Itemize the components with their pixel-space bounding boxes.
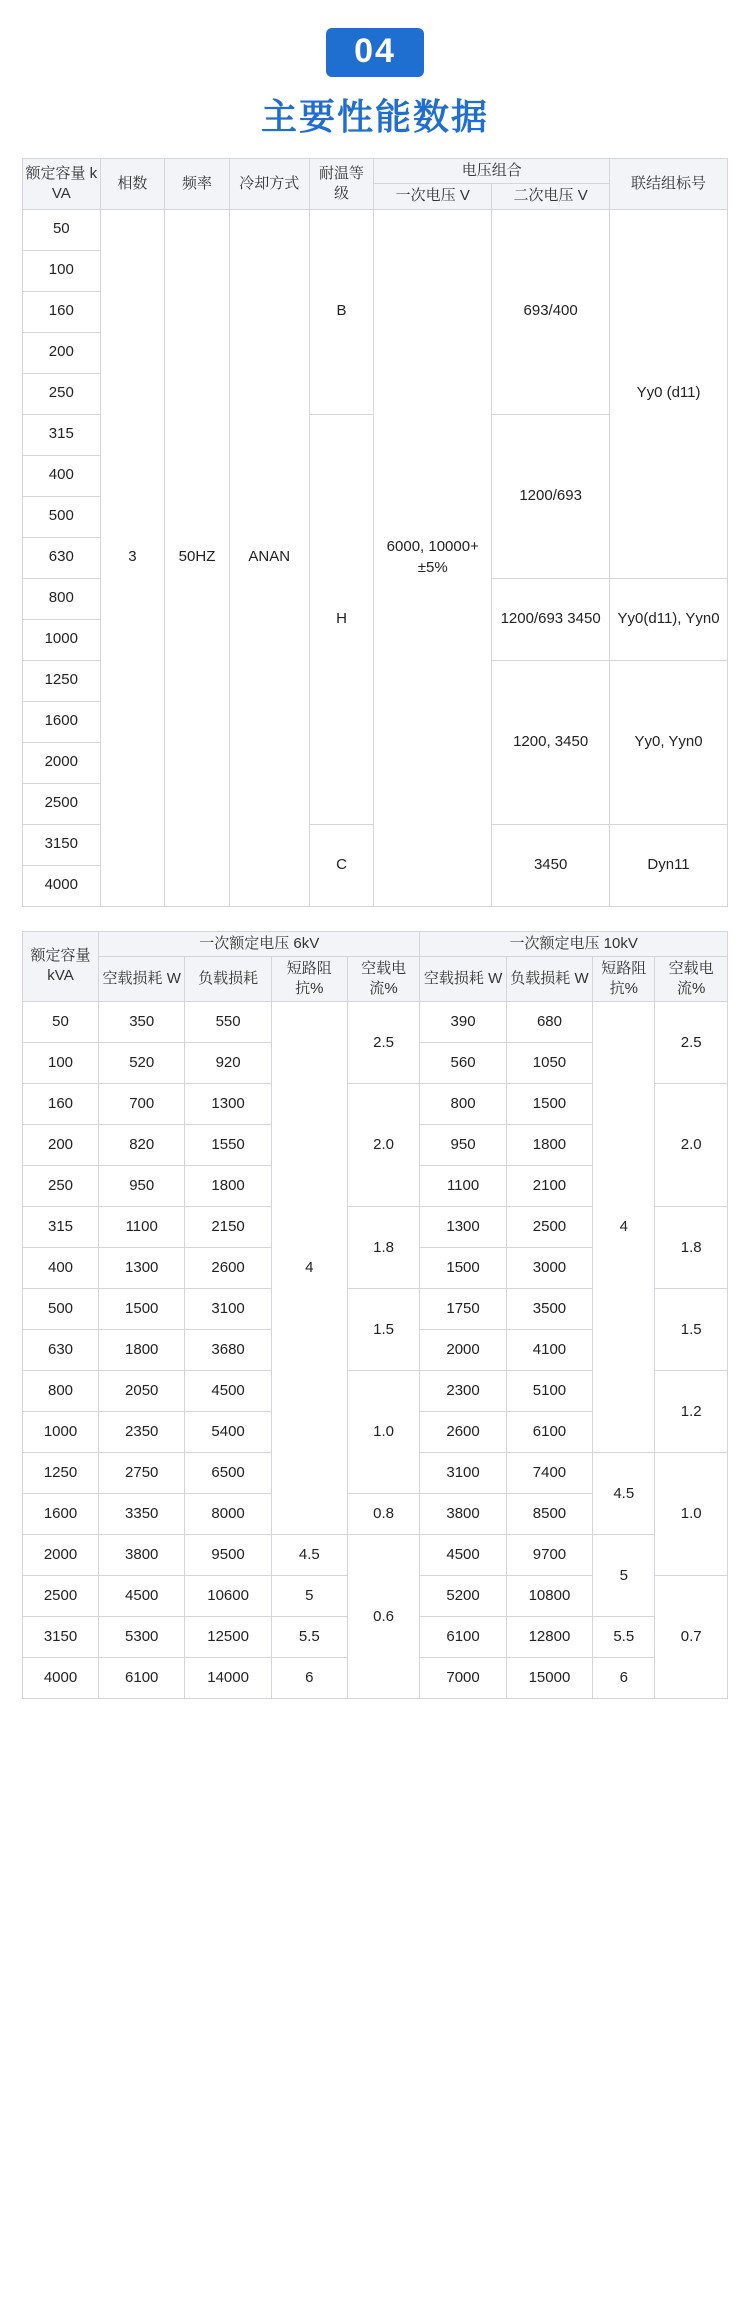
cell-no-load-current-10kv: 1.8	[655, 1207, 728, 1289]
cell-no-load-current-10kv: 2.0	[655, 1084, 728, 1207]
cell-no-load-loss-10kv: 800	[420, 1084, 506, 1125]
th-cooling: 冷却方式	[229, 159, 309, 210]
cell-short-circuit-10kv: 5.5	[593, 1617, 655, 1658]
cell-capacity: 800	[23, 1371, 99, 1412]
cell-capacity: 2500	[23, 1576, 99, 1617]
cell-no-load-loss-6kv: 1800	[99, 1330, 185, 1371]
cell-capacity: 160	[23, 291, 101, 332]
cell-capacity: 1000	[23, 1412, 99, 1453]
cell-load-loss-10kv: 10800	[506, 1576, 592, 1617]
cell-no-load-loss-10kv: 6100	[420, 1617, 506, 1658]
cell-no-load-loss-10kv: 390	[420, 1002, 506, 1043]
cell-no-load-loss-10kv: 1500	[420, 1248, 506, 1289]
cell-capacity: 3150	[23, 1617, 99, 1658]
cell-temp-class: C	[309, 824, 374, 906]
cell-load-loss-6kv: 550	[185, 1002, 271, 1043]
cell-secondary-voltage: 1200/693 3450	[492, 578, 610, 660]
th2-capacity: 额定容量 kVA	[23, 931, 99, 1002]
cell-load-loss-10kv: 680	[506, 1002, 592, 1043]
cell-load-loss-6kv: 3100	[185, 1289, 271, 1330]
cell-no-load-loss-6kv: 5300	[99, 1617, 185, 1658]
cell-load-loss-10kv: 2100	[506, 1166, 592, 1207]
cell-no-load-current-6kv: 0.8	[347, 1494, 420, 1535]
cell-short-circuit-6kv: 5	[271, 1576, 347, 1617]
cell-short-circuit-6kv: 6	[271, 1658, 347, 1699]
cell-no-load-loss-6kv: 820	[99, 1125, 185, 1166]
table-row	[23, 209, 728, 250]
cell-capacity: 500	[23, 496, 101, 537]
cell-load-loss-10kv: 7400	[506, 1453, 592, 1494]
cell-short-circuit-10kv: 6	[593, 1658, 655, 1699]
th2-load-loss-10: 负载损耗 W	[506, 956, 592, 1002]
cell-secondary-voltage: 693/400	[492, 209, 610, 414]
cell-capacity: 100	[23, 250, 101, 291]
cell-no-load-current-6kv: 2.0	[347, 1084, 420, 1207]
cell-capacity: 630	[23, 537, 101, 578]
cell-capacity: 630	[23, 1330, 99, 1371]
cell-load-loss-10kv: 9700	[506, 1535, 592, 1576]
th2-short-circuit-10: 短路阻抗%	[593, 956, 655, 1002]
cell-cooling: ANAN	[229, 209, 309, 906]
cell-capacity: 800	[23, 578, 101, 619]
cell-short-circuit-6kv: 5.5	[271, 1617, 347, 1658]
cell-short-circuit-6kv: 4	[271, 1002, 347, 1535]
th2-load-loss-6: 负载损耗	[185, 956, 271, 1002]
cell-no-load-current-10kv: 0.7	[655, 1576, 728, 1699]
cell-no-load-loss-10kv: 2300	[420, 1371, 506, 1412]
th2-no-load-loss-6: 空载损耗 W	[99, 956, 185, 1002]
cell-no-load-current-6kv: 1.0	[347, 1371, 420, 1494]
cell-no-load-loss-10kv: 1750	[420, 1289, 506, 1330]
cell-load-loss-6kv: 8000	[185, 1494, 271, 1535]
cell-no-load-loss-6kv: 2350	[99, 1412, 185, 1453]
cell-capacity: 200	[23, 1125, 99, 1166]
cell-load-loss-6kv: 2150	[185, 1207, 271, 1248]
cell-connection-group: Yy0, Yyn0	[610, 660, 728, 824]
cell-capacity: 1600	[23, 701, 101, 742]
cell-capacity: 1250	[23, 660, 101, 701]
cell-no-load-loss-10kv: 4500	[420, 1535, 506, 1576]
cell-capacity: 2000	[23, 742, 101, 783]
th-voltage-combo: 电压组合	[374, 159, 610, 184]
cell-no-load-loss-6kv: 2750	[99, 1453, 185, 1494]
cell-no-load-current-10kv: 1.2	[655, 1371, 728, 1453]
cell-load-loss-6kv: 9500	[185, 1535, 271, 1576]
cell-capacity: 500	[23, 1289, 99, 1330]
cell-capacity: 250	[23, 373, 101, 414]
cell-no-load-loss-6kv: 520	[99, 1043, 185, 1084]
cell-no-load-current-10kv: 1.5	[655, 1289, 728, 1371]
cell-no-load-current-10kv: 2.5	[655, 1002, 728, 1084]
cell-load-loss-6kv: 920	[185, 1043, 271, 1084]
table2-body	[23, 1002, 728, 1699]
cell-load-loss-6kv: 5400	[185, 1412, 271, 1453]
cell-load-loss-10kv: 4100	[506, 1330, 592, 1371]
cell-secondary-voltage: 1200, 3450	[492, 660, 610, 824]
cell-no-load-loss-6kv: 1500	[99, 1289, 185, 1330]
cell-capacity: 50	[23, 209, 101, 250]
section-badge-wrap	[22, 28, 728, 77]
th-primary-voltage: 一次电压 V	[374, 184, 492, 209]
cell-no-load-loss-10kv: 3800	[420, 1494, 506, 1535]
cell-capacity: 315	[23, 1207, 99, 1248]
table-header-row	[23, 159, 728, 184]
cell-no-load-loss-6kv: 3350	[99, 1494, 185, 1535]
cell-no-load-loss-10kv: 3100	[420, 1453, 506, 1494]
cell-capacity: 50	[23, 1002, 99, 1043]
cell-load-loss-10kv: 15000	[506, 1658, 592, 1699]
cell-no-load-loss-10kv: 560	[420, 1043, 506, 1084]
cell-no-load-current-6kv: 1.8	[347, 1207, 420, 1289]
cell-no-load-loss-6kv: 6100	[99, 1658, 185, 1699]
table-row	[23, 1535, 728, 1576]
cell-no-load-loss-10kv: 1100	[420, 1166, 506, 1207]
performance-spec-table	[22, 158, 728, 907]
cell-no-load-loss-6kv: 4500	[99, 1576, 185, 1617]
cell-no-load-loss-6kv: 1100	[99, 1207, 185, 1248]
th2-group-6kv: 一次额定电压 6kV	[99, 931, 420, 956]
cell-load-loss-6kv: 6500	[185, 1453, 271, 1494]
cell-secondary-voltage: 1200/693	[492, 414, 610, 578]
cell-load-loss-10kv: 1050	[506, 1043, 592, 1084]
cell-no-load-loss-6kv: 950	[99, 1166, 185, 1207]
th2-no-load-current-6: 空载电流%	[347, 956, 420, 1002]
cell-capacity: 160	[23, 1084, 99, 1125]
cell-frequency: 50HZ	[165, 209, 230, 906]
cell-load-loss-6kv: 1550	[185, 1125, 271, 1166]
table2-header-row-2	[23, 956, 728, 1002]
cell-capacity: 2000	[23, 1535, 99, 1576]
cell-no-load-current-10kv: 1.0	[655, 1453, 728, 1576]
cell-no-load-loss-10kv: 950	[420, 1125, 506, 1166]
cell-capacity: 4000	[23, 865, 101, 906]
cell-connection-group: Yy0 (d11)	[610, 209, 728, 578]
th-capacity: 额定容量 kVA	[23, 159, 101, 210]
th2-group-10kv: 一次额定电压 10kV	[420, 931, 728, 956]
cell-capacity: 1600	[23, 1494, 99, 1535]
cell-load-loss-6kv: 3680	[185, 1330, 271, 1371]
cell-capacity: 400	[23, 455, 101, 496]
th2-no-load-current-10: 空载电流%	[655, 956, 728, 1002]
cell-no-load-current-6kv: 2.5	[347, 1002, 420, 1084]
cell-load-loss-10kv: 3500	[506, 1289, 592, 1330]
cell-load-loss-6kv: 12500	[185, 1617, 271, 1658]
cell-temp-class: H	[309, 414, 374, 824]
cell-no-load-loss-6kv: 350	[99, 1002, 185, 1043]
th-connection-group: 联结组标号	[610, 159, 728, 210]
cell-capacity: 2500	[23, 783, 101, 824]
cell-no-load-loss-10kv: 1300	[420, 1207, 506, 1248]
cell-load-loss-10kv: 1500	[506, 1084, 592, 1125]
table1-head	[23, 159, 728, 210]
cell-short-circuit-10kv: 4	[593, 1002, 655, 1453]
cell-no-load-current-6kv: 1.5	[347, 1289, 420, 1371]
cell-primary-voltage: 6000, 10000+±5%	[374, 209, 492, 906]
cell-load-loss-6kv: 10600	[185, 1576, 271, 1617]
cell-load-loss-10kv: 1800	[506, 1125, 592, 1166]
loss-parameters-table	[22, 931, 728, 1700]
cell-no-load-loss-10kv: 7000	[420, 1658, 506, 1699]
cell-load-loss-6kv: 1300	[185, 1084, 271, 1125]
cell-load-loss-6kv: 4500	[185, 1371, 271, 1412]
cell-load-loss-10kv: 5100	[506, 1371, 592, 1412]
cell-no-load-loss-6kv: 1300	[99, 1248, 185, 1289]
cell-no-load-loss-10kv: 2600	[420, 1412, 506, 1453]
cell-capacity: 4000	[23, 1658, 99, 1699]
cell-capacity: 250	[23, 1166, 99, 1207]
table1-body	[23, 209, 728, 906]
cell-connection-group: Yy0(d11), Yyn0	[610, 578, 728, 660]
cell-short-circuit-10kv: 5	[593, 1535, 655, 1617]
cell-temp-class: B	[309, 209, 374, 414]
cell-load-loss-10kv: 6100	[506, 1412, 592, 1453]
cell-short-circuit-10kv: 4.5	[593, 1453, 655, 1535]
th-temp-class: 耐温等级	[309, 159, 374, 210]
cell-capacity: 200	[23, 332, 101, 373]
cell-short-circuit-6kv: 4.5	[271, 1535, 347, 1576]
cell-no-load-loss-10kv: 5200	[420, 1576, 506, 1617]
cell-phases: 3	[100, 209, 165, 906]
cell-secondary-voltage: 3450	[492, 824, 610, 906]
th2-short-circuit-6: 短路阻抗%	[271, 956, 347, 1002]
table-row	[23, 1002, 728, 1043]
cell-capacity: 400	[23, 1248, 99, 1289]
th-secondary-voltage: 二次电压 V	[492, 184, 610, 209]
cell-load-loss-6kv: 14000	[185, 1658, 271, 1699]
th-frequency: 频率	[165, 159, 230, 210]
page-title: 主要性能数据	[260, 96, 489, 138]
cell-capacity: 100	[23, 1043, 99, 1084]
cell-load-loss-10kv: 12800	[506, 1617, 592, 1658]
table2-head	[23, 931, 728, 1002]
cell-load-loss-10kv: 8500	[506, 1494, 592, 1535]
section-number-badge: 04	[326, 28, 424, 77]
cell-no-load-loss-10kv: 2000	[420, 1330, 506, 1371]
cell-capacity: 1000	[23, 619, 101, 660]
cell-capacity: 3150	[23, 824, 101, 865]
cell-capacity: 315	[23, 414, 101, 455]
cell-no-load-loss-6kv: 2050	[99, 1371, 185, 1412]
cell-no-load-current-6kv: 0.6	[347, 1535, 420, 1699]
th2-no-load-loss-10: 空载损耗 W	[420, 956, 506, 1002]
cell-load-loss-6kv: 1800	[185, 1166, 271, 1207]
cell-no-load-loss-6kv: 3800	[99, 1535, 185, 1576]
cell-load-loss-6kv: 2600	[185, 1248, 271, 1289]
cell-connection-group: Dyn11	[610, 824, 728, 906]
table2-header-row	[23, 931, 728, 956]
cell-capacity: 1250	[23, 1453, 99, 1494]
cell-load-loss-10kv: 2500	[506, 1207, 592, 1248]
cell-load-loss-10kv: 3000	[506, 1248, 592, 1289]
th-phases: 相数	[100, 159, 165, 210]
cell-no-load-loss-6kv: 700	[99, 1084, 185, 1125]
